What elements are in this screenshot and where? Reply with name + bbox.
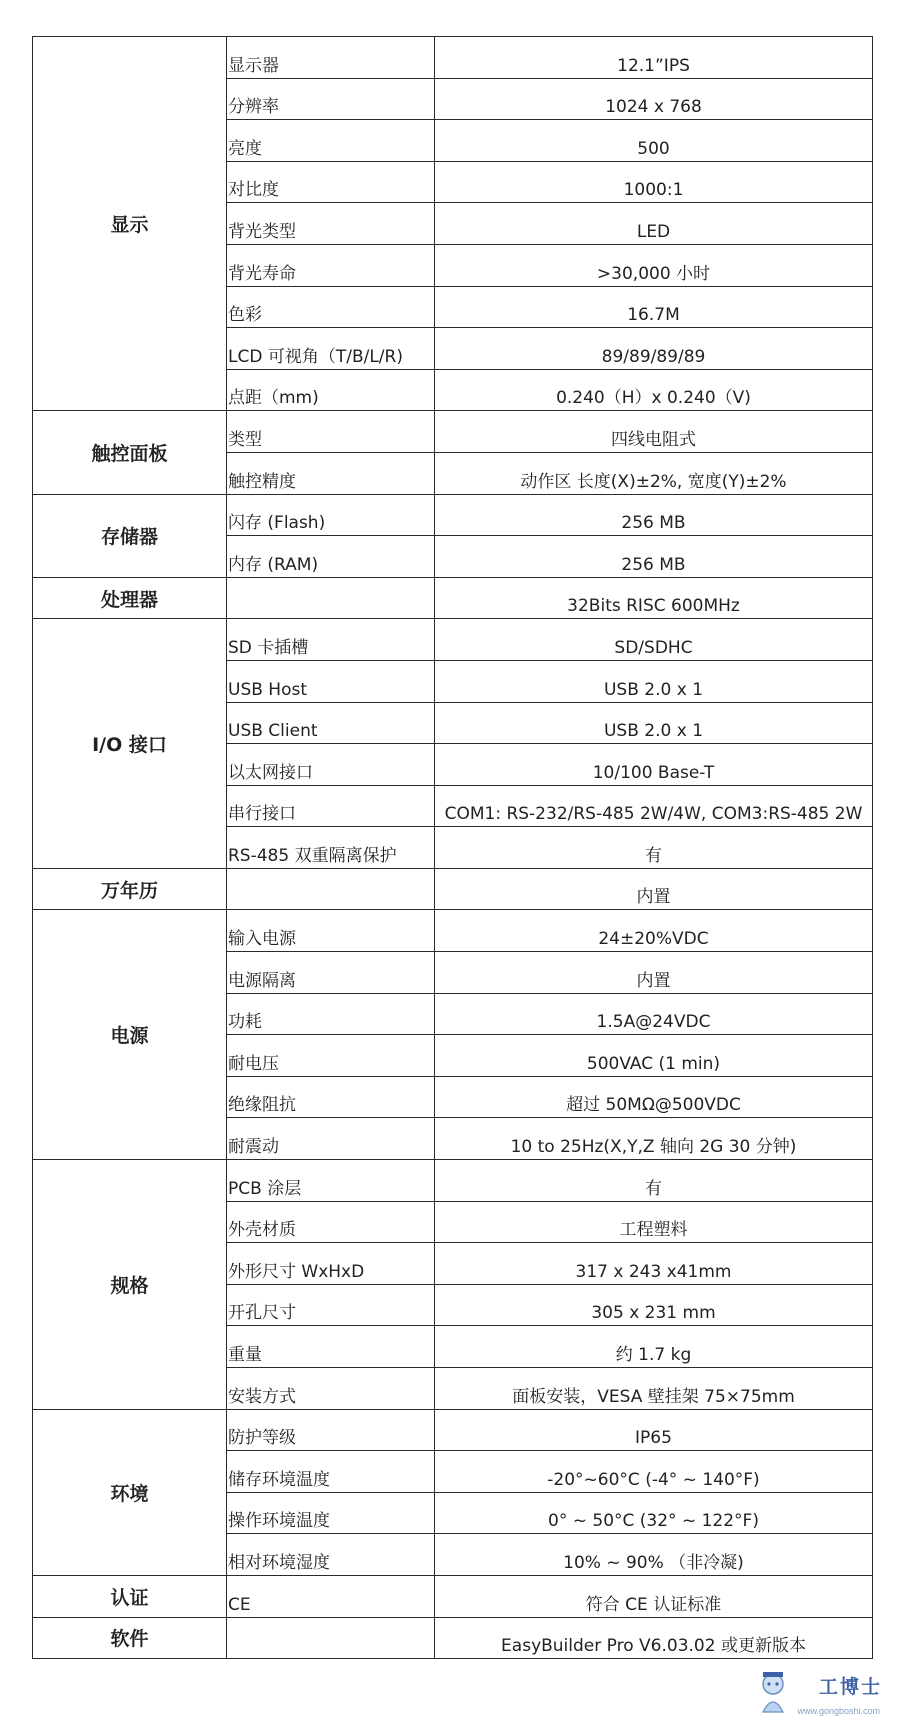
value-cell: 超过 50MΩ@500VDC	[435, 1076, 873, 1118]
item-cell: 串行接口	[227, 785, 435, 827]
value-cell: 500	[435, 120, 873, 162]
value-cell: USB 2.0 x 1	[435, 702, 873, 744]
item-cell: CE	[227, 1575, 435, 1617]
item-cell: 内存 (RAM)	[227, 536, 435, 578]
table-row	[33, 910, 873, 952]
category-cell: 电源	[33, 910, 227, 1160]
table-row	[33, 1160, 873, 1202]
item-cell: 储存环境温度	[227, 1451, 435, 1493]
item-cell: 背光寿命	[227, 244, 435, 286]
value-cell: 32Bits RISC 600MHz	[435, 577, 873, 619]
table-row	[33, 1575, 873, 1617]
watermark-logo	[754, 1666, 886, 1718]
value-cell: 0° ~ 50°C (32° ~ 122°F)	[435, 1492, 873, 1534]
item-cell: 外形尺寸 WxHxD	[227, 1243, 435, 1285]
item-cell: 触控精度	[227, 452, 435, 494]
value-cell: 500VAC (1 min)	[435, 1035, 873, 1077]
value-cell: 动作区 长度(X)±2%, 宽度(Y)±2%	[435, 452, 873, 494]
value-cell: LED	[435, 203, 873, 245]
value-cell: 内置	[435, 868, 873, 910]
value-cell: EasyBuilder Pro V6.03.02 或更新版本	[435, 1617, 873, 1659]
mascot-icon	[754, 1668, 792, 1714]
category-cell: 软件	[33, 1617, 227, 1659]
value-cell: 有	[435, 827, 873, 869]
item-cell: 类型	[227, 411, 435, 453]
item-cell: 输入电源	[227, 910, 435, 952]
value-cell: 1024 x 768	[435, 78, 873, 120]
table-row	[33, 1617, 873, 1659]
value-cell: 1.5A@24VDC	[435, 993, 873, 1035]
category-cell: 环境	[33, 1409, 227, 1575]
value-cell: 16.7M	[435, 286, 873, 328]
category-cell: 规格	[33, 1160, 227, 1410]
value-cell: >30,000 小时	[435, 244, 873, 286]
category-cell: 万年历	[33, 868, 227, 910]
table-row	[33, 577, 873, 619]
value-cell: 10/100 Base-T	[435, 744, 873, 786]
item-cell: 对比度	[227, 161, 435, 203]
value-cell: 四线电阻式	[435, 411, 873, 453]
item-cell: RS-485 双重隔离保护	[227, 827, 435, 869]
category-cell: 处理器	[33, 577, 227, 619]
item-cell: 显示器	[227, 37, 435, 79]
table-row	[33, 1409, 873, 1451]
item-cell: 外壳材质	[227, 1201, 435, 1243]
table-row	[33, 619, 873, 661]
category-cell: 存储器	[33, 494, 227, 577]
table-row	[33, 868, 873, 910]
value-cell: 256 MB	[435, 494, 873, 536]
item-cell: 耐震动	[227, 1118, 435, 1160]
value-cell: 1000:1	[435, 161, 873, 203]
value-cell: 10 to 25Hz(X,Y,Z 轴向 2G 30 分钟)	[435, 1118, 873, 1160]
item-cell	[227, 1617, 435, 1659]
value-cell: SD/SDHC	[435, 619, 873, 661]
value-cell: COM1: RS-232/RS-485 2W/4W, COM3:RS-485 2W	[435, 785, 873, 827]
item-cell: LCD 可视角（T/B/L/R)	[227, 328, 435, 370]
item-cell: 电源隔离	[227, 952, 435, 994]
item-cell: 绝缘阻抗	[227, 1076, 435, 1118]
category-cell: 显示	[33, 37, 227, 411]
item-cell: 重量	[227, 1326, 435, 1368]
watermark-brand: 工博士	[818, 1676, 882, 1698]
spec-table	[32, 36, 873, 1659]
item-cell: 操作环境温度	[227, 1492, 435, 1534]
item-cell: 耐电压	[227, 1035, 435, 1077]
item-cell: 点距（mm)	[227, 369, 435, 411]
item-cell: 安装方式	[227, 1368, 435, 1410]
item-cell	[227, 868, 435, 910]
value-cell: 0.240（H）x 0.240（V)	[435, 369, 873, 411]
value-cell: 内置	[435, 952, 873, 994]
value-cell: 工程塑料	[435, 1201, 873, 1243]
value-cell: 24±20%VDC	[435, 910, 873, 952]
value-cell: 有	[435, 1160, 873, 1202]
category-cell: I/O 接口	[33, 619, 227, 869]
value-cell: USB 2.0 x 1	[435, 660, 873, 702]
category-cell: 触控面板	[33, 411, 227, 494]
table-row	[33, 37, 873, 79]
value-cell: 面板安装，VESA 壁挂架 75×75mm	[435, 1368, 873, 1410]
value-cell: 317 x 243 x41mm	[435, 1243, 873, 1285]
item-cell: 相对环境湿度	[227, 1534, 435, 1576]
category-cell: 认证	[33, 1575, 227, 1617]
value-cell: 89/89/89/89	[435, 328, 873, 370]
item-cell: USB Client	[227, 702, 435, 744]
item-cell: 分辨率	[227, 78, 435, 120]
watermark-url: www.gongboshi.com	[797, 1706, 880, 1716]
value-cell: 305 x 231 mm	[435, 1284, 873, 1326]
item-cell: 闪存 (Flash)	[227, 494, 435, 536]
item-cell: 以太网接口	[227, 744, 435, 786]
item-cell: SD 卡插槽	[227, 619, 435, 661]
value-cell: 约 1.7 kg	[435, 1326, 873, 1368]
item-cell: USB Host	[227, 660, 435, 702]
item-cell: 色彩	[227, 286, 435, 328]
item-cell: 背光类型	[227, 203, 435, 245]
item-cell: 防护等级	[227, 1409, 435, 1451]
value-cell: 10% ~ 90% （非冷凝)	[435, 1534, 873, 1576]
table-row	[33, 411, 873, 453]
item-cell: PCB 涂层	[227, 1160, 435, 1202]
item-cell	[227, 577, 435, 619]
item-cell: 亮度	[227, 120, 435, 162]
spec-table-body	[33, 37, 873, 1659]
item-cell: 开孔尺寸	[227, 1284, 435, 1326]
value-cell: IP65	[435, 1409, 873, 1451]
item-cell: 功耗	[227, 993, 435, 1035]
value-cell: 12.1”IPS	[435, 37, 873, 79]
value-cell: 符合 CE 认证标准	[435, 1575, 873, 1617]
value-cell: 256 MB	[435, 536, 873, 578]
table-row	[33, 494, 873, 536]
value-cell: -20°~60°C (-4° ~ 140°F)	[435, 1451, 873, 1493]
